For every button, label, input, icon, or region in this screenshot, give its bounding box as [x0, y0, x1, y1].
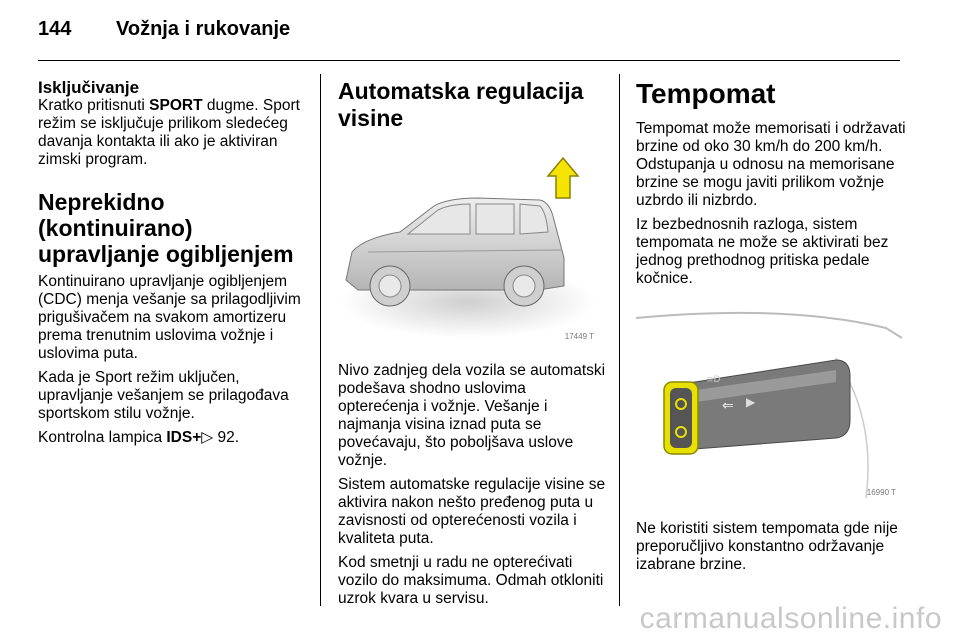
cruise-control-figure	[636, 298, 902, 508]
column-divider-1	[320, 74, 321, 606]
paragraph: Kada je Sport režim uključen, upravljanje vešanjem se prilagođava sportskom stilu vožnje.	[38, 369, 289, 422]
svg-text:≡D: ≡D	[706, 375, 721, 385]
watermark: carmanualsonline.info	[639, 602, 942, 635]
paragraph: Tempomat može memorisati i održavati brzine od oko 30 km/h do 200 km/h. Odstupanja u odnosu na memorisane brzine se mogu javiti prilikom vožnje uzbrdo ili nizbrdo.	[636, 120, 906, 209]
page-header	[38, 18, 290, 41]
page-number: 144	[38, 18, 72, 40]
figure-code: 17449 T	[564, 332, 594, 341]
figure-code: 16990 T	[866, 488, 896, 497]
section-heading-height-regulation: Automatska regulacija visine	[338, 78, 584, 131]
column-2	[338, 78, 608, 614]
car-figure	[338, 140, 600, 352]
text: Kratko pritisnuti	[38, 97, 150, 114]
header-rule	[38, 60, 900, 61]
reference-arrow-icon: ▷	[201, 429, 214, 446]
paragraph: Kod smetnji u radu ne opterećivati vozilo do maksimuma. Odmah otkloniti uzrok kvara u servisu.	[338, 554, 604, 607]
paragraph: Ne koristiti sistem tempomata gde nije preporučljivo konstantno održavanje izabrane brzine.	[636, 520, 898, 573]
section-heading-tempomat: Tempomat	[636, 78, 776, 109]
paragraph: Nivo zadnjeg dela vozila se automatski podešava shodno uslovima opterećenja i vožnje. Vešanje i najmanja visina iznad puta se povećavaju, što poboljšava uslove vožnje.	[338, 362, 606, 469]
sport-label: SPORT	[149, 97, 203, 114]
column-1	[38, 78, 306, 453]
cruise-control-lever-illustration	[636, 298, 902, 508]
svg-text:▶: ▶	[746, 395, 756, 409]
page-reference[interactable]: 92.	[213, 429, 240, 446]
column-divider-2	[619, 74, 620, 606]
section-heading-cdc: Neprekidno (kontinuirano) upravljanje ogibljenjem	[38, 189, 294, 267]
text: Kontrolna lampica	[38, 429, 167, 446]
paragraph: Sistem automatske regulacije visine se aktivira nakon nešto pređenog puta u zavisnosti od opterećenosti vozila i kvaliteta puta.	[338, 476, 606, 547]
paragraph	[38, 97, 306, 169]
text: dugme. Sport režim se isključuje prilikom sledećeg davanja kontakta ili ako je aktiviran zimski program.	[38, 97, 300, 168]
subheading-iskljucivanje: Isključivanje	[38, 78, 140, 97]
chapter-title: Vožnja i rukovanje	[116, 18, 291, 40]
up-arrow-icon	[548, 158, 578, 198]
paragraph: Iz bezbednosnih razloga, sistem tempomata ne može se aktivirati bez jednog prethodnog pritiska pedale kočnice.	[636, 216, 889, 287]
paragraph: Kontinuirano upravljanje ogibljenjem (CDC) menja vešanje sa prilagodljivim prigušivačem na svakom amortizeru prema trenutnim uslovima vožnje i uslovima puta.	[38, 273, 301, 362]
svg-text:⇐: ⇐	[722, 398, 734, 414]
ids-label: IDS+	[166, 429, 202, 446]
paragraph	[38, 429, 306, 447]
car-illustration	[338, 140, 600, 352]
column-3	[636, 78, 906, 580]
